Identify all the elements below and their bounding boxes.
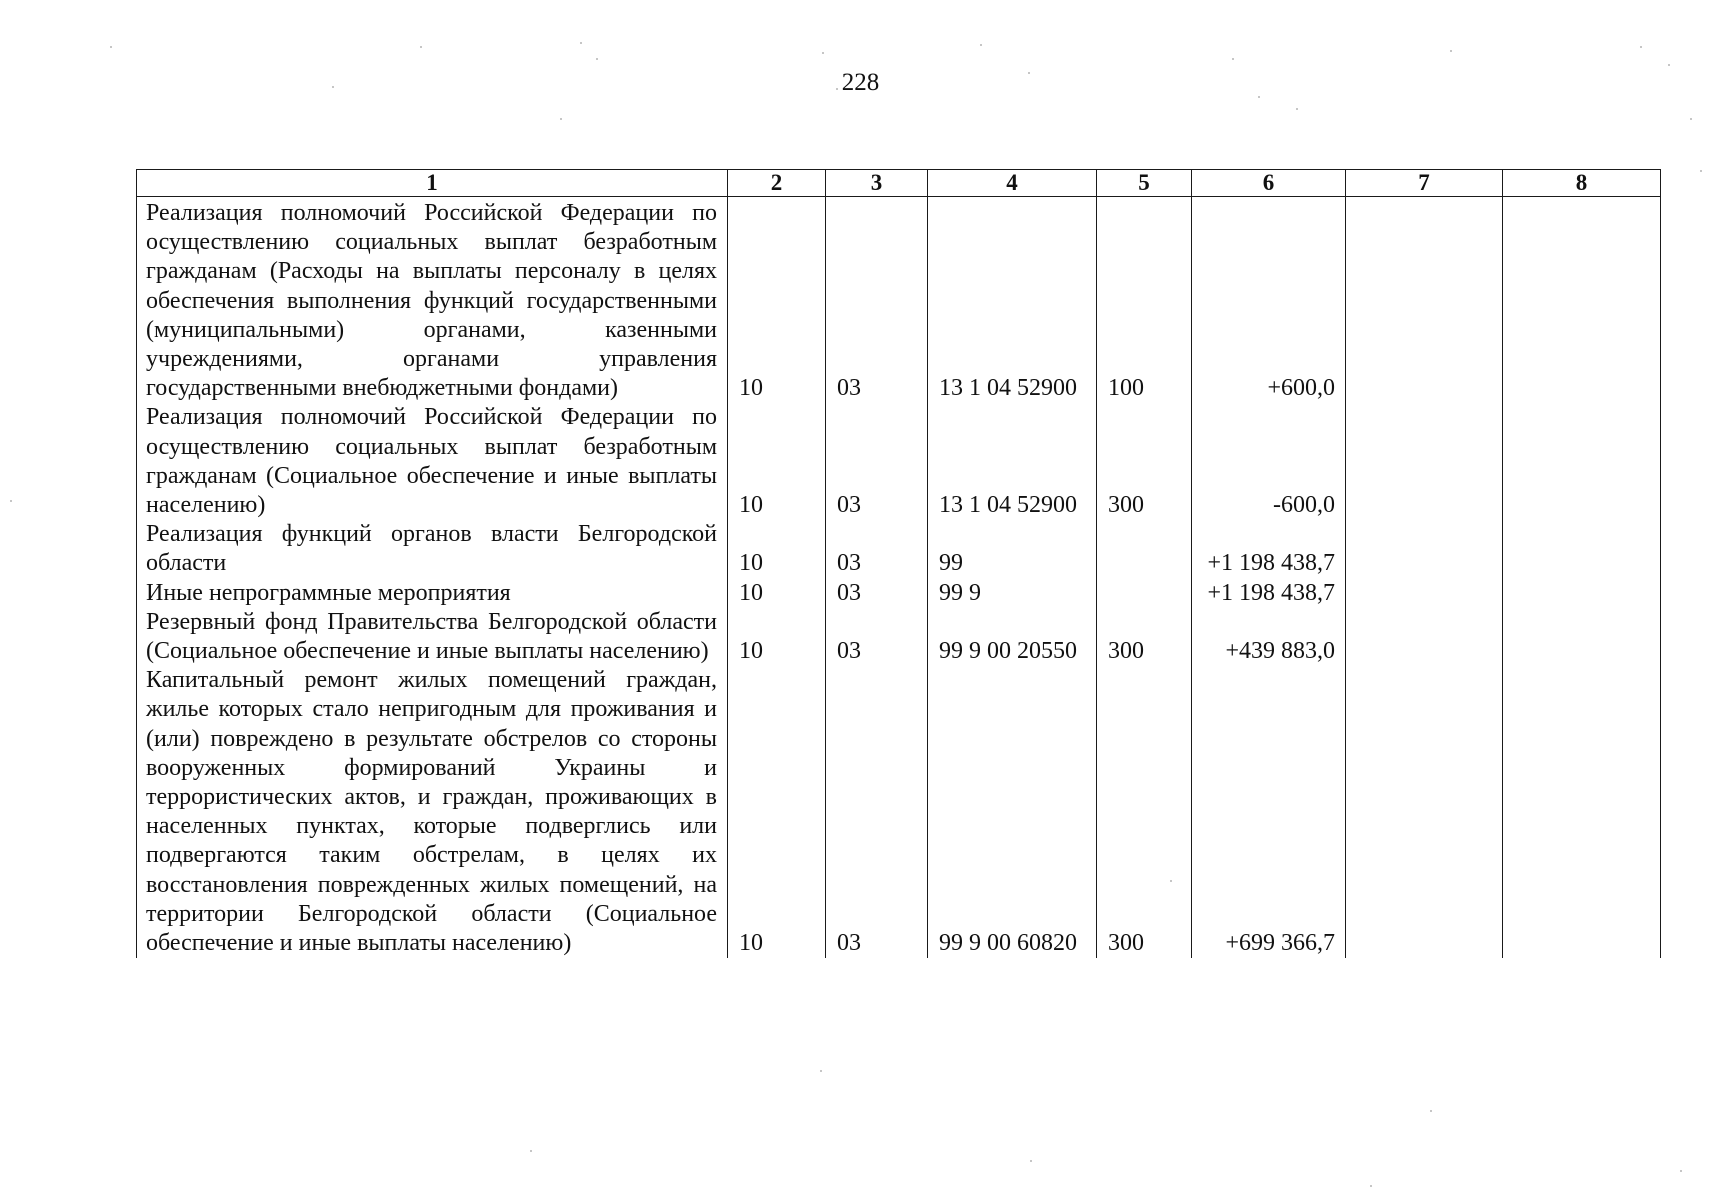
row-razdel: 10 — [728, 197, 826, 404]
row-col7 — [1346, 520, 1503, 578]
row-col8 — [1503, 579, 1661, 608]
row-vr — [1097, 579, 1192, 608]
row-name: Иные непрограммные мероприятия — [137, 579, 728, 608]
scan-speck — [820, 1070, 822, 1072]
scan-speck — [1370, 1185, 1372, 1187]
table-row — [137, 666, 1661, 958]
row-col7 — [1346, 197, 1503, 404]
column-header-6: 6 — [1192, 170, 1346, 197]
table-body — [137, 197, 1661, 959]
row-amount: +600,0 — [1192, 197, 1346, 404]
row-amount: -600,0 — [1192, 403, 1346, 520]
scan-speck — [420, 46, 422, 48]
scan-speck — [1170, 880, 1172, 882]
header-row — [137, 170, 1661, 197]
row-name: Реализация функций органов власти Белгородской области — [137, 520, 728, 578]
scan-speck — [332, 86, 334, 88]
scan-speck — [836, 88, 838, 90]
row-name: Капитальный ремонт жилых помещений граждан, жилье которых стало непригодным для проживания и (или) повреждено в результате обстрелов со стороны вооруженных формирований Украины и террористических актов, и граждан, проживающих в населенных пунктах, которые подверглись или подвергаются таким обстрелам, в целях их восстановления поврежденных жилых помещений, на территории Белгородской области (Социальное обеспечение и иные выплаты населению) — [137, 666, 728, 958]
row-razdel: 10 — [728, 403, 826, 520]
row-razdel: 10 — [728, 608, 826, 666]
scan-speck — [110, 46, 112, 48]
scan-speck — [1030, 1160, 1032, 1162]
table-row — [137, 579, 1661, 608]
scan-speck — [1640, 46, 1642, 48]
column-header-4: 4 — [928, 170, 1097, 197]
row-col7 — [1346, 579, 1503, 608]
scan-speck — [1028, 72, 1030, 74]
scan-speck — [1690, 118, 1692, 120]
page-number: 228 — [841, 69, 880, 96]
column-header-8: 8 — [1503, 170, 1661, 197]
row-amount: +699 366,7 — [1192, 666, 1346, 958]
row-csr: 13 1 04 52900 — [928, 197, 1097, 404]
row-podrazdel: 03 — [826, 579, 928, 608]
row-name: Резервный фонд Правительства Белгородской области (Социальное обеспечение и иные выплаты населению) — [137, 608, 728, 666]
scan-speck — [1450, 50, 1452, 52]
row-podrazdel: 03 — [826, 520, 928, 578]
scan-speck — [1430, 1110, 1432, 1112]
row-csr: 99 9 00 20550 — [928, 608, 1097, 666]
table-row — [137, 520, 1661, 578]
column-header-7: 7 — [1346, 170, 1503, 197]
row-col7 — [1346, 608, 1503, 666]
row-razdel: 10 — [728, 666, 826, 958]
row-amount: +439 883,0 — [1192, 608, 1346, 666]
row-razdel: 10 — [728, 579, 826, 608]
row-vr: 300 — [1097, 403, 1192, 520]
scan-speck — [560, 118, 562, 120]
scan-speck — [980, 44, 982, 46]
row-col7 — [1346, 666, 1503, 958]
scan-speck — [596, 58, 598, 60]
column-header-2: 2 — [728, 170, 826, 197]
row-podrazdel: 03 — [826, 197, 928, 404]
scan-speck — [580, 42, 582, 44]
row-vr: 300 — [1097, 608, 1192, 666]
scan-speck — [1232, 58, 1234, 60]
row-col8 — [1503, 608, 1661, 666]
row-csr: 99 9 — [928, 579, 1097, 608]
row-col8 — [1503, 197, 1661, 404]
scan-speck — [1680, 1170, 1682, 1172]
scan-speck — [822, 52, 824, 54]
scan-speck — [1296, 108, 1298, 110]
row-csr: 99 9 00 60820 — [928, 666, 1097, 958]
budget-table — [136, 169, 1661, 958]
column-header-1: 1 — [137, 170, 728, 197]
row-podrazdel: 03 — [826, 403, 928, 520]
table-row — [137, 608, 1661, 666]
column-header-3: 3 — [826, 170, 928, 197]
row-podrazdel: 03 — [826, 608, 928, 666]
row-amount: +1 198 438,7 — [1192, 520, 1346, 578]
row-col8 — [1503, 403, 1661, 520]
row-name: Реализация полномочий Российской Федерации по осуществлению социальных выплат безработным гражданам (Расходы на выплаты персоналу в целях обеспечения выполнения функций государственными (муниципальными) органами, казенными учреждениями, органами управления государственными внебюджетными фондами) — [137, 197, 728, 404]
table-header — [137, 170, 1661, 197]
scan-speck — [1700, 170, 1702, 172]
row-col7 — [1346, 403, 1503, 520]
scan-speck — [10, 500, 12, 502]
table-row — [137, 403, 1661, 520]
row-vr: 100 — [1097, 197, 1192, 404]
scan-speck — [1258, 96, 1260, 98]
row-vr — [1097, 520, 1192, 578]
scan-speck — [530, 1150, 532, 1152]
row-vr: 300 — [1097, 666, 1192, 958]
row-csr: 99 — [928, 520, 1097, 578]
row-name: Реализация полномочий Российской Федерации по осуществлению социальных выплат безработным гражданам (Социальное обеспечение и иные выплаты населению) — [137, 403, 728, 520]
scan-speck — [1668, 64, 1670, 66]
row-col8 — [1503, 666, 1661, 958]
row-podrazdel: 03 — [826, 666, 928, 958]
column-header-5: 5 — [1097, 170, 1192, 197]
row-col8 — [1503, 520, 1661, 578]
row-csr: 13 1 04 52900 — [928, 403, 1097, 520]
table-row — [137, 197, 1661, 404]
row-amount: +1 198 438,7 — [1192, 579, 1346, 608]
row-razdel: 10 — [728, 520, 826, 578]
